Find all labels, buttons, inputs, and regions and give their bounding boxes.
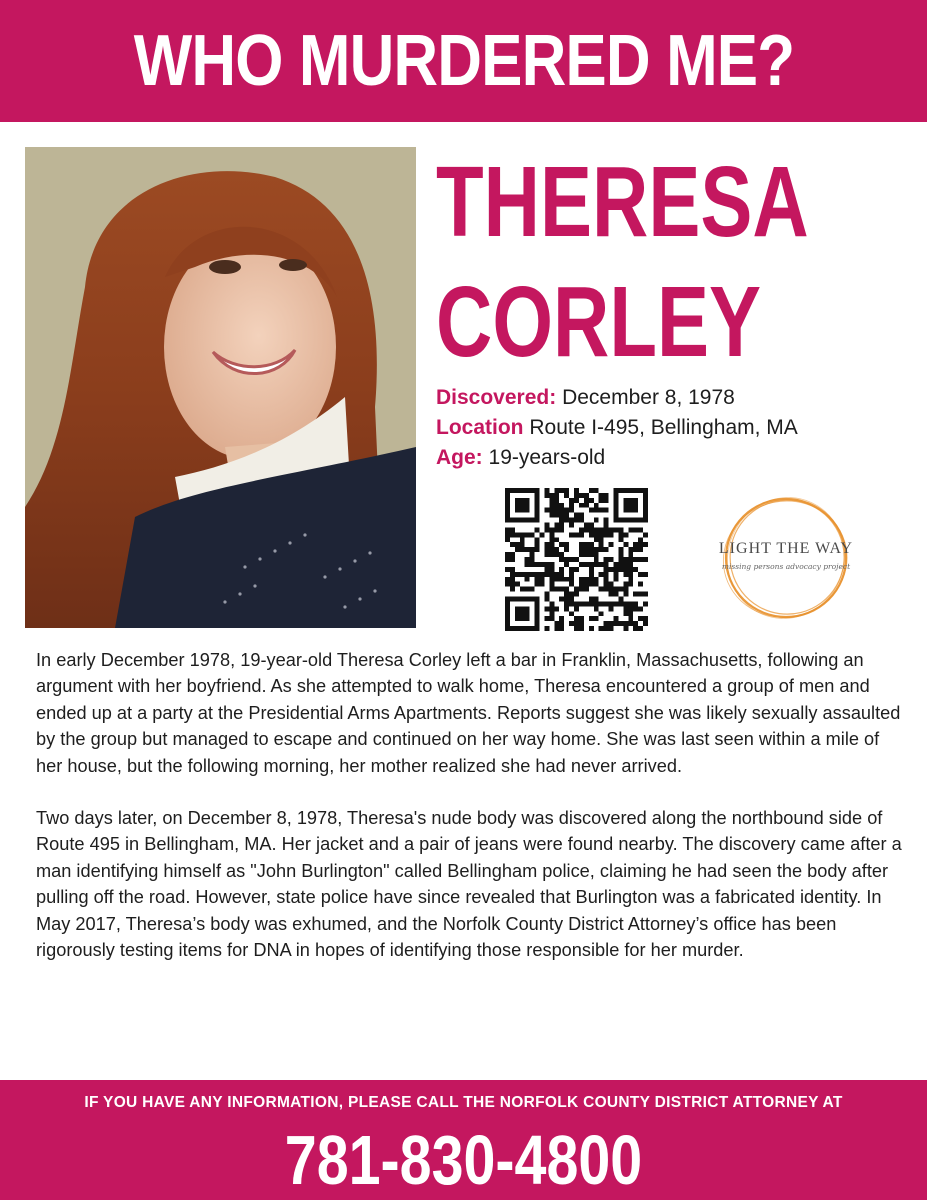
- victim-name: [436, 142, 810, 382]
- fact-value: December 8, 1978: [562, 386, 735, 409]
- fact-discovered: [436, 383, 916, 413]
- story-paragraph: In early December 1978, 19-year-old Theresa Corley left a bar in Franklin, Massachusetts, following an argument with her boyfriend. As she attempted to walk home, Theresa encountered a group of men and ended up at a party at the Presidential Arms Apartments. Reports suggest she was likely sexually assaulted by the group but managed to escape and continued on her way home. She was last seen within a mile of her house, but the following morning, her mother realized she had never arrived.: [36, 650, 901, 776]
- case-story: [36, 647, 906, 963]
- fact-label: Location: [436, 416, 524, 439]
- logo-tagline: missing persons advocacy project: [721, 562, 851, 571]
- victim-first-name: THERESA: [436, 146, 809, 258]
- headline: WHO MURDERED ME?: [133, 21, 794, 101]
- fact-age: [436, 443, 916, 473]
- portrait-illustration: [25, 147, 416, 628]
- fact-value: 19-years-old: [488, 446, 606, 469]
- fact-value: Route I-495, Bellingham, MA: [529, 416, 798, 439]
- qr-code[interactable]: [505, 488, 648, 631]
- qr-code-icon: [505, 488, 648, 631]
- victim-last-name: CORLEY: [436, 266, 762, 378]
- story-paragraph: Two days later, on December 8, 1978, Theresa's nude body was discovered along the northbound side of Route 495 in Bellingham, MA. Her jacket and a pair of jeans were found nearby. The discovery came after a man identifying himself as "John Burlington" called Bellingham police, claiming he had seen the body after pulling off the road. However, state police have since revealed that Burlington was a fabricated identity. In May 2017, Theresa’s body was exhumed, and the Norfolk County District Attorney’s office has been rigorously testing items for DNA in hopes of identifying those responsible for her murder.: [36, 808, 902, 961]
- logo-ring-icon: [706, 495, 866, 625]
- fact-location: [436, 413, 916, 443]
- light-the-way-logo: [706, 495, 866, 625]
- fact-label: Discovered:: [436, 386, 557, 409]
- call-to-action: IF YOU HAVE ANY INFORMATION, PLEASE CALL THE NORFOLK COUNTY DISTRICT ATTORNEY AT: [84, 1094, 843, 1111]
- victim-photo: [25, 147, 416, 628]
- logo-title: LIGHT THE WAY: [718, 540, 854, 557]
- contact-banner: [0, 1080, 927, 1200]
- fact-label: Age:: [436, 446, 483, 469]
- headline-banner: [0, 0, 927, 122]
- tip-line-phone[interactable]: 781-830-4800: [284, 1121, 643, 1199]
- case-facts: [436, 383, 916, 473]
